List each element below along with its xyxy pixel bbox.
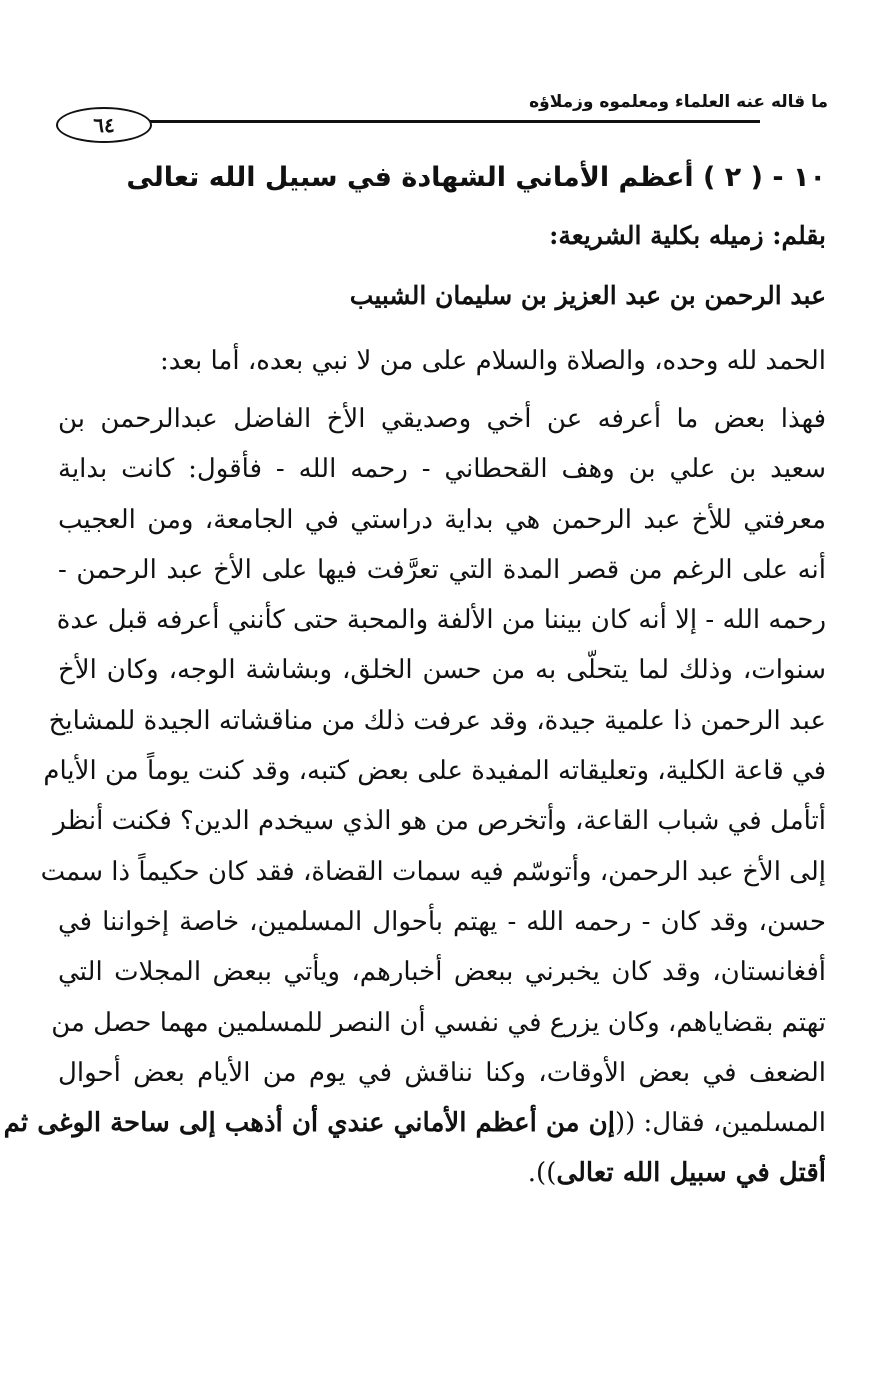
body-line: الضعف في بعض الأوقات، وكنا نناقش في يوم من الأيام بعض أحوال — [58, 1057, 826, 1088]
author-label: بقلم: زميله بكلية الشريعة: — [549, 221, 826, 250]
page-number-badge: ٦٤ — [56, 107, 152, 143]
page-content — [3, 150, 826, 1199]
quote-text-part2: أقتل في سبيل الله تعالى — [556, 1158, 826, 1189]
body-line: أفغانستان، وقد كان يخبرني ببعض أخبارهم، ويأتي ببعض المجلات التي — [58, 957, 826, 988]
body-line: في قاعة الكلية، وتعليقاته المفيدة على بعض كتبه، وقد كنت يوماً من الأيام — [43, 756, 826, 787]
body-line: فهذا بعض ما أعرفه عن أخي وصديقي الأخ الفاضل عبدالرحمن بن — [58, 404, 826, 434]
section-heading: ١٠ - ( ٢ ) أعظم الأماني الشهادة في سبيل الله تعالى — [126, 162, 826, 193]
body-line: سعيد بن علي بن وهف القحطاني - رحمه الله - فأقول: كانت بداية — [58, 454, 826, 485]
author-name: عبد الرحمن بن عبد العزيز بن سليمان الشبيب — [349, 281, 826, 310]
body-line: حسن، وقد كان - رحمه الله - يهتم بأحوال المسلمين، خاصة إخواننا في — [58, 906, 826, 937]
running-header — [58, 86, 828, 138]
quote-text-part1: إن من أعظم الأماني عندي أن أذهب إلى ساحة الوغى ثم — [3, 1108, 615, 1139]
body-line-quote-end — [58, 1148, 826, 1198]
body-paragraph — [3, 394, 826, 1199]
body-line: أنه على الرغم من قصر المدة التي تعرَّفت فيها على الأخ عبد الرحمن - — [58, 554, 826, 585]
body-line: إلى الأخ عبد الرحمن، وأتوسّم فيه سمات القضاة، فقد كان حكيماً ذا سمت — [40, 856, 826, 887]
quote-close: )). — [527, 1158, 557, 1189]
header-rule — [58, 120, 760, 123]
body-line-quote-start — [3, 1098, 826, 1148]
body-line: رحمه الله - إلا أنه كان بيننا من الألفة والمحبة حتى كأنني أعرفه قبل عدة — [56, 605, 826, 636]
body-line: أتأمل في شباب القاعة، وأتخرص من هو الذي سيخدم الدين؟ فكنت أنظر — [53, 806, 826, 837]
quote-intro: المسلمين، فقال: (( — [614, 1108, 826, 1139]
running-header-title: ما قاله عنه العلماء ومعلموه وزملاؤه — [529, 92, 828, 112]
opening-line: الحمد لله وحده، والصلاة والسلام على من لا نبي بعده، أما بعد: — [160, 346, 826, 376]
body-line: سنوات، وذلك لما يتحلّى به من حسن الخلق، وبشاشة الوجه، وكان الأخ — [58, 655, 826, 686]
body-line: تهتم بقضاياهم، وكان يزرع في نفسي أن النصر للمسلمين مهما حصل من — [51, 1007, 826, 1038]
body-line: عبد الرحمن ذا علمية جيدة، وقد عرفت ذلك من مناقشاته الجيدة للمشايخ — [48, 705, 826, 736]
body-line: معرفتي للأخ عبد الرحمن هي بداية دراستي في الجامعة، ومن العجيب — [58, 504, 826, 535]
